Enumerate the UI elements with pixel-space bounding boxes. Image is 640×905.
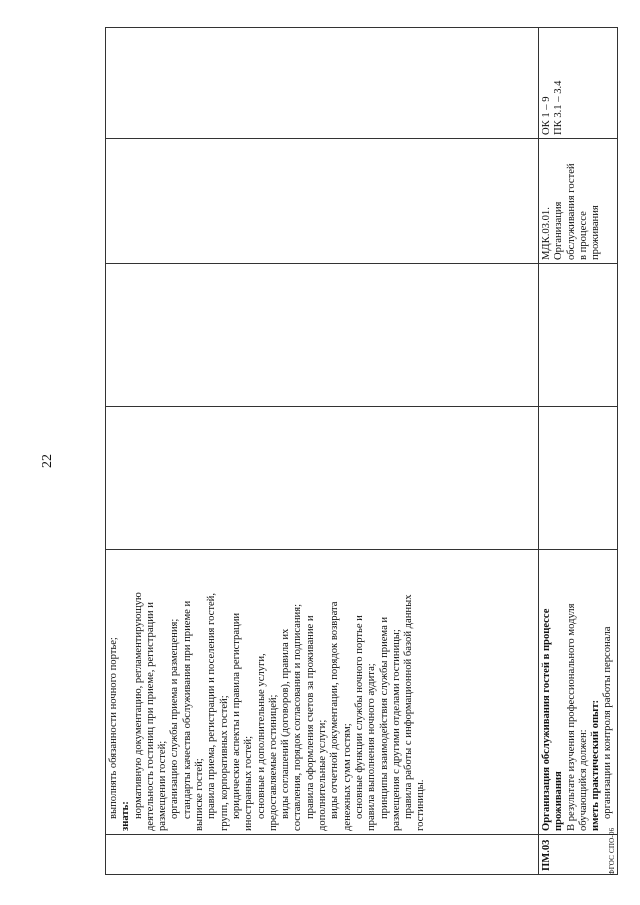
competence-codes-cell: [106, 28, 539, 139]
content-line: правила оформления счетов за проживание и: [304, 615, 316, 819]
row1-content: [108, 553, 428, 831]
content-line: правила приема, регистрации и поселения гостей,: [206, 593, 218, 819]
footer-code: ФГОС СПО-06: [608, 827, 616, 875]
course-cell: [539, 139, 618, 264]
hours-cell: [106, 407, 539, 550]
content-line: Организация обслуживания гостей в процессе: [541, 608, 552, 831]
content-line: обучающийся должен:: [577, 729, 589, 831]
content-line: размещения с другими отделами гостиницы;: [390, 629, 402, 831]
page-number: 22: [40, 454, 55, 468]
content-line: выписке гостей;: [194, 758, 206, 831]
content-line: проживания: [553, 771, 565, 831]
hours-cell: [106, 264, 539, 407]
content-line: принципы взаимодействия службы приема и: [378, 616, 390, 819]
content-line: составления, порядок согласования и подписания;: [292, 603, 304, 831]
hours-cell: [539, 264, 618, 407]
content-line: Организация: [553, 201, 565, 260]
content-line: виды соглашений (договоров), правила их: [280, 628, 292, 819]
curriculum-table: [105, 27, 618, 875]
content-line: МДК.03.01.: [541, 207, 552, 260]
table-row: [106, 28, 539, 875]
content-line: ПК 3.1 – 3.4: [553, 80, 565, 135]
content-line: групп, корпоративных гостей;: [218, 695, 230, 831]
content-line: деятельность гостиниц при приеме, регистрации и: [144, 602, 156, 831]
content-line: дополнительные услуги;: [317, 719, 329, 831]
row2-codes: [541, 31, 566, 135]
content-line: гостиницы.: [415, 779, 427, 831]
content-line: выполнять обязанности ночного портье;: [108, 637, 119, 819]
content-line: иностранных гостей;: [243, 735, 255, 831]
content-line: знать:: [120, 801, 132, 831]
content-line: основные функции службы ночного портье и: [353, 615, 365, 819]
table-row: [539, 28, 618, 875]
content-line: денежных сумм гостям;: [341, 723, 353, 831]
content-line: виды отчетной документации, порядок возврата: [329, 601, 341, 819]
module-code-cell: ПМ.03: [539, 835, 618, 875]
content-line: обслуживания гостей: [565, 163, 577, 260]
hours-cell: [539, 407, 618, 550]
content-line: нормативную документацию, регламентирующую: [132, 592, 144, 819]
content-line: организацию службы приема и размещения;: [169, 618, 181, 819]
content-line: В результате изучения профессионального модуля: [565, 603, 577, 831]
content-line: размещении гостей;: [157, 740, 169, 831]
content-line: предоставляемые гостиницей;: [267, 694, 279, 831]
content-line: правила выполнения ночного аудита;: [366, 663, 378, 831]
content-line: юридические аспекты и правила регистрации: [230, 612, 242, 819]
content-line: проживания: [590, 205, 602, 260]
course-cell: [106, 139, 539, 264]
content-line: в процессе: [577, 211, 589, 260]
content-cell: [106, 550, 539, 835]
content-line: основные и дополнительные услуги,: [255, 653, 267, 819]
content-line: иметь практический опыт:: [590, 699, 602, 831]
content-line: ОК 1 – 9: [541, 96, 552, 135]
row-code-cell: [106, 835, 539, 875]
row2-course: [541, 142, 602, 260]
module-content-cell: [539, 550, 618, 835]
row2-content: [541, 553, 615, 831]
content-line: организации и контроля работы персонала: [602, 626, 614, 819]
content-line: правила работы с информационной базой данных: [403, 594, 415, 819]
competence-codes-cell: [539, 28, 618, 139]
content-line: стандарты качества обслуживания при приеме и: [181, 600, 193, 819]
